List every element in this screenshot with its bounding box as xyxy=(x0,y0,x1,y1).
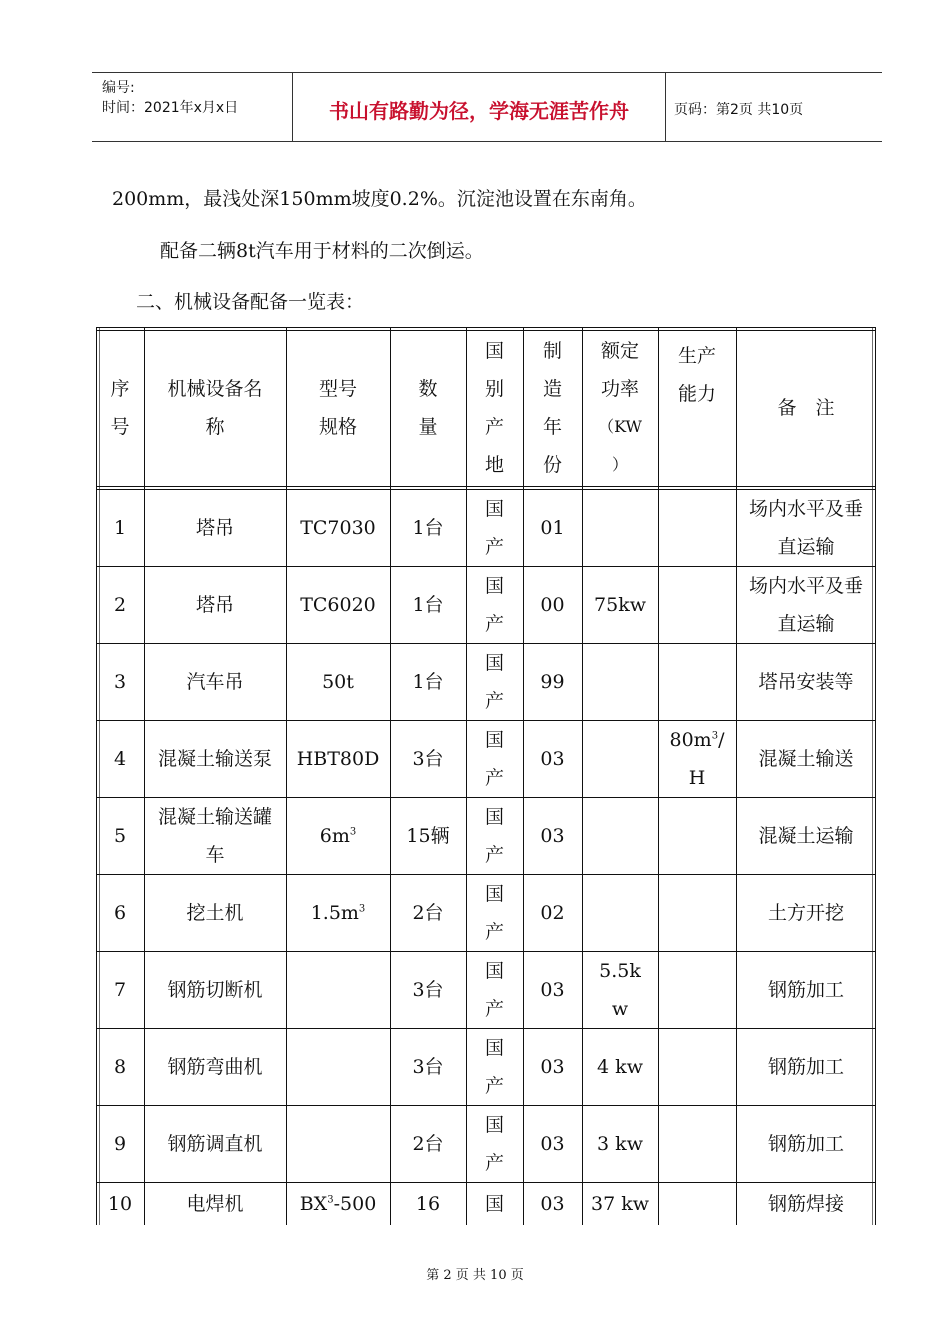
header-meta xyxy=(92,73,292,141)
table-cell-seq: 3 xyxy=(113,670,127,693)
table-cell-power xyxy=(582,797,658,874)
table-cell-model: TC7030 xyxy=(300,516,376,539)
table-cell-capacity xyxy=(658,951,736,1028)
table-cell-remark: 钢筋焊接 xyxy=(767,1192,844,1215)
table-cell-model: $1.5m^3$ xyxy=(310,901,366,924)
table-cell-remark: 钢筋加工 xyxy=(767,978,844,1001)
table-cell-remark: 塔吊安装等 xyxy=(758,670,854,693)
header-qty: 数 量 xyxy=(418,378,438,438)
table-cell-seq: 5 xyxy=(113,824,127,847)
table-cell-seq: 2 xyxy=(113,593,127,616)
motto: 书山有路勤为径，学海无涯苦作舟 xyxy=(329,99,629,123)
table-cell-qty: 1台 xyxy=(412,516,444,539)
table-cell-power: 3 kw xyxy=(597,1132,643,1155)
table-cell-qty: 16 xyxy=(415,1192,441,1215)
table-cell-qty: 15辆 xyxy=(406,824,450,847)
table-cell-year: 03 xyxy=(540,1132,565,1155)
table-cell-seq: 1 xyxy=(113,516,127,539)
table-cell-year: 03 xyxy=(540,1192,565,1215)
table-cell-model: HBT80D xyxy=(296,747,380,770)
page-header xyxy=(92,72,882,142)
body-line-2: 配备二辆8t汽车用于材料的二次倒运。 xyxy=(160,240,484,262)
table-cell-capacity xyxy=(658,566,736,643)
table-cell-remark: 场内水平及垂直运输 xyxy=(748,497,863,558)
table-cell-seq: 10 xyxy=(107,1192,133,1215)
table-cell-name: 钢筋切断机 xyxy=(167,978,263,1001)
table-cell-capacity: $80m^3/H$ xyxy=(669,728,725,789)
table-cell-name: 钢筋调直机 xyxy=(167,1132,263,1155)
table-cell-remark: 钢筋加工 xyxy=(767,1132,844,1155)
table-cell-remark: 混凝土运输 xyxy=(758,824,854,847)
header-model: 型号 规格 xyxy=(318,378,357,438)
table-cell-model: $BX^3-500$ xyxy=(299,1192,377,1215)
header-remark: 备 注 xyxy=(777,397,835,419)
table-cell-model xyxy=(286,951,390,1028)
table-cell-capacity xyxy=(658,489,736,566)
table-cell-origin: 国 xyxy=(484,1192,504,1215)
table-cell-capacity xyxy=(658,1105,736,1182)
table-hline xyxy=(96,327,876,328)
table-cell-model: 50t xyxy=(322,670,354,693)
table-cell-power xyxy=(582,720,658,797)
time-label: 时间：2021年x月x日 xyxy=(102,100,239,116)
table-cell-origin: 国产 xyxy=(484,1036,504,1097)
table-cell-power: 75kw xyxy=(594,593,646,616)
page-footer: 第 2 页 共 10 页 xyxy=(426,1268,524,1283)
table-cell-remark: 混凝土输送 xyxy=(758,747,854,770)
table-cell-origin: 国产 xyxy=(484,497,504,558)
table-cell-name: 电焊机 xyxy=(186,1192,244,1215)
header-page-cell xyxy=(664,73,882,141)
header-name: 机械设备名 称 xyxy=(167,378,263,438)
header-capacity: 生产 能力 xyxy=(677,345,716,405)
table-cell-origin: 国产 xyxy=(484,574,504,635)
table-cell-year: 02 xyxy=(540,901,565,924)
table-cell-name: 塔吊 xyxy=(195,516,234,539)
table-cell-capacity xyxy=(658,643,736,720)
table-cell-name: 塔吊 xyxy=(195,593,234,616)
table-cell-year: 03 xyxy=(540,1055,565,1078)
table-cell-origin: 国产 xyxy=(484,1113,504,1174)
header-motto-cell xyxy=(292,73,666,141)
header-year: 制 造 年 份 xyxy=(542,340,562,476)
table-cell-name: 挖土机 xyxy=(186,901,244,924)
table-cell-origin: 国产 xyxy=(484,882,504,943)
table-cell-power: 4 kw xyxy=(597,1055,643,1078)
table-cell-origin: 国产 xyxy=(484,728,504,789)
table-cell-model xyxy=(286,1105,390,1182)
table-cell-origin: 国产 xyxy=(484,959,504,1020)
table-cell-seq: 8 xyxy=(113,1055,127,1078)
table-cell-qty: 1台 xyxy=(412,593,444,616)
table-cell-name: 混凝土输送泵 xyxy=(157,747,272,770)
table-cell-power xyxy=(582,643,658,720)
table-cell-capacity xyxy=(658,874,736,951)
table-cell-year: 01 xyxy=(540,516,565,539)
table-cell-year: 03 xyxy=(540,978,565,1001)
section-title: 二、机械设备配备一览表： xyxy=(136,291,365,313)
table-cell-capacity xyxy=(658,1028,736,1105)
header-seq: 序 号 xyxy=(110,378,130,438)
table-cell-capacity xyxy=(658,1182,736,1225)
table-cell-qty: 3台 xyxy=(412,747,444,770)
table-cell-remark: 钢筋加工 xyxy=(767,1055,844,1078)
table-cell-origin: 国产 xyxy=(484,651,504,712)
table-cell-name: 钢筋弯曲机 xyxy=(167,1055,263,1078)
table-cell-model: $6m^3$ xyxy=(319,824,357,847)
table-cell-name: 汽车吊 xyxy=(186,670,244,693)
table-cell-power xyxy=(582,874,658,951)
table-cell-remark: 土方开挖 xyxy=(767,901,844,924)
table-cell-year: 00 xyxy=(540,593,565,616)
table-cell-seq: 6 xyxy=(113,901,127,924)
table-hline xyxy=(96,330,876,331)
table-cell-power: 5.5kw xyxy=(599,959,641,1020)
table-cell-seq: 7 xyxy=(113,978,127,1001)
table-cell-remark: 场内水平及垂直运输 xyxy=(748,574,863,635)
serial-label: 编号: xyxy=(102,80,135,96)
table-cell-model xyxy=(286,1028,390,1105)
table-cell-seq: 4 xyxy=(113,747,127,770)
table-cell-qty: 2台 xyxy=(412,1132,444,1155)
table-cell-year: 03 xyxy=(540,747,565,770)
page-info: 页码：第2页 共10页 xyxy=(674,102,804,118)
table-cell-seq: 9 xyxy=(113,1132,127,1155)
header-power: 额定 功率 （KW ） xyxy=(598,340,642,474)
table-cell-name: 混凝土输送罐车 xyxy=(157,805,272,866)
table-hline xyxy=(96,486,876,487)
table-cell-capacity xyxy=(658,797,736,874)
body-line-1: 200mm，最浅处深150mm坡度0.2%。沉淀池设置在东南角。 xyxy=(112,188,647,210)
table-cell-power xyxy=(582,489,658,566)
table-cell-year: 03 xyxy=(540,824,565,847)
header-origin: 国 别 产 地 xyxy=(484,340,504,476)
table-cell-power: 37 kw xyxy=(591,1192,649,1215)
equipment-table xyxy=(96,327,876,1225)
table-cell-qty: 3台 xyxy=(412,1055,444,1078)
table-cell-year: 99 xyxy=(540,670,565,693)
table-cell-model: TC6020 xyxy=(300,593,376,616)
table-cell-qty: 3台 xyxy=(412,978,444,1001)
table-cell-origin: 国产 xyxy=(484,805,504,866)
table-cell-qty: 1台 xyxy=(412,670,444,693)
table-cell-qty: 2台 xyxy=(412,901,444,924)
